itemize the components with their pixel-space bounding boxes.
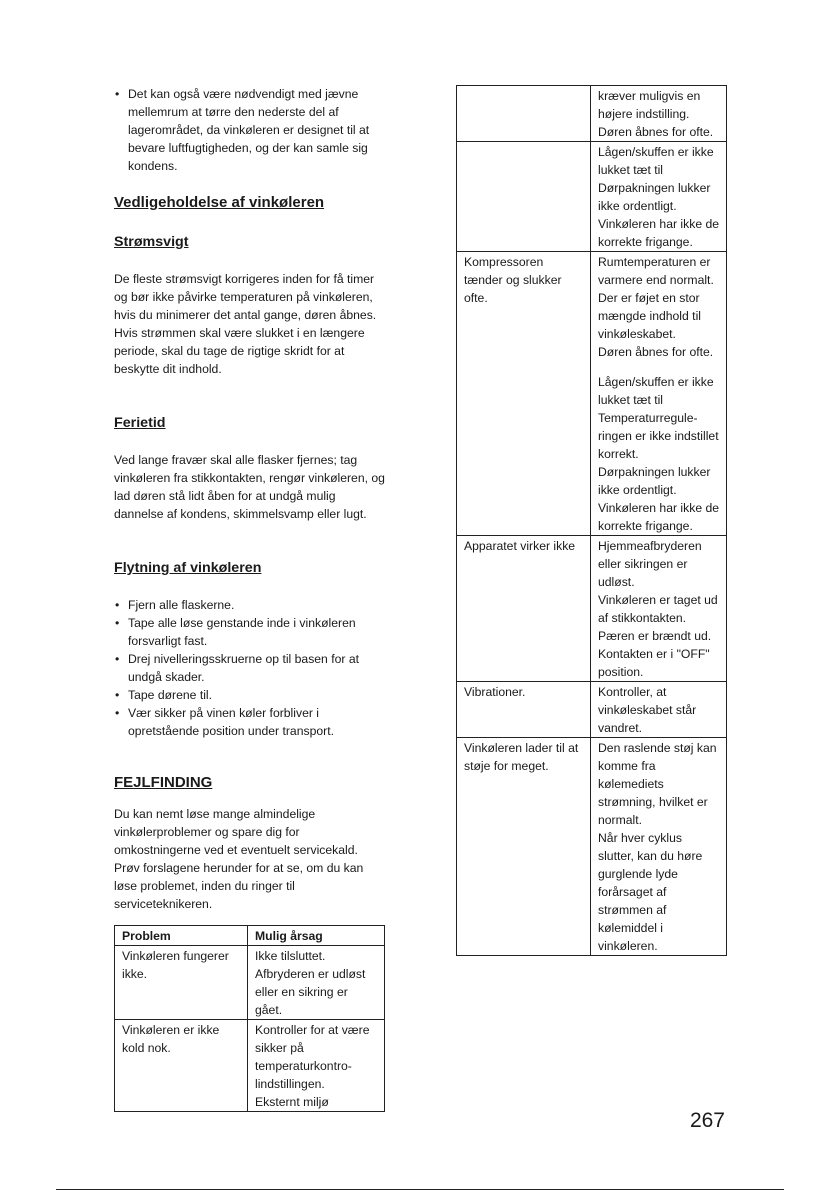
page-number: 267 <box>689 1109 725 1132</box>
cause-line: Lågen/skuffen er ikke lukket tæt til <box>598 145 714 177</box>
cause-cell <box>591 86 727 142</box>
list-item: • Tape dørene til. <box>114 686 386 704</box>
problem-cell <box>457 86 591 142</box>
cause-cell <box>248 1020 385 1112</box>
problem-cell <box>457 142 591 252</box>
cause-line: Kontakten er i "OFF" position. <box>598 647 710 679</box>
maintenance-title: Vedligeholdelse af vinkøleren <box>114 194 325 211</box>
troubleshooting-table-continued <box>456 85 727 956</box>
cause-line: Hjemmeafbryderen eller sikringen er udløst. <box>598 539 702 589</box>
cause-cell <box>591 682 727 738</box>
list-item: • Det kan også være nødvendigt med jævne mellemrum at tørre den nederste del af lagerområdet, da vinkøleren er designet til at bevare luftfugtigheden, og der kan samle sig kondens. <box>114 85 386 175</box>
footer-divider <box>56 1189 784 1190</box>
cause-line: Afbryderen er udløst eller en sikring er gået. <box>255 967 366 1017</box>
cause-line: Den raslende støj kan komme fra kølemediets strømning, hvilket er normalt. <box>598 741 717 827</box>
cause-line: Vinkøleren er taget ud af stikkontakten. <box>598 593 718 625</box>
cause-line: Vinkøleren har ikke de korrekte frigange. <box>598 501 720 533</box>
cause-line: kræver muligvis en højere indstilling. <box>598 89 701 121</box>
troubleshooting-title: FEJLFINDING <box>114 774 213 791</box>
table-row <box>457 738 727 956</box>
problem-cell: Vibrationer. <box>457 682 591 738</box>
cause-line: Når hver cyklus slutter, kan du høre gurglende lyde forårsaget af strømmen af kølemiddel i vinkøleren. <box>598 831 703 953</box>
table-row <box>457 536 727 682</box>
cause-cell <box>591 252 727 536</box>
moving-bullet-list <box>114 596 386 740</box>
table-row <box>115 946 385 1020</box>
cause-line: Kontroller, at vinkøleskabet står vandret. <box>598 685 697 735</box>
header-problem: Problem <box>115 926 248 946</box>
cause-line: Dørpakningen lukker ikke ordentligt. <box>598 181 711 213</box>
table-row <box>457 682 727 738</box>
list-item: • Drej nivelleringsskruerne op til basen for at undgå skader. <box>114 650 386 686</box>
cause-cell <box>591 142 727 252</box>
list-item: • Vær sikker på vinen køler forbliver i opretstående position under transport. <box>114 704 386 740</box>
list-item: • Fjern alle flaskerne. <box>114 596 386 614</box>
cause-line: Døren åbnes for ofte. <box>598 125 714 139</box>
power-outage-title: Strømsvigt <box>114 234 189 250</box>
power-outage-text: De fleste strømsvigt korrigeres inden for få timer og bør ikke påvirke temperaturen på vinkøleren, hvis du minimerer det antal gange, døren åbnes. Hvis strømmen skal være slukket i en længere periode, skal du tage de rigtige skridt for at beskytte dit indhold. <box>114 272 377 376</box>
cause-line: Lågen/skuffen er ikke lukket tæt til <box>598 375 714 407</box>
problem-cell: Apparatet virker ikke <box>457 536 591 682</box>
intro-bullet-list <box>114 85 386 175</box>
cause-line: Dørpakningen lukker ikke ordentligt. <box>598 465 711 497</box>
cause-line: Kontroller for at være sikker på temperaturkontro-lindstillingen. <box>255 1023 370 1091</box>
cause-line: Pæren er brændt ud. <box>598 629 712 643</box>
cause-line: Der er føjet en stor mængde indhold til vinkøleskabet. <box>598 291 701 341</box>
table-row <box>457 142 727 252</box>
problem-cell: Vinkøleren fungerer ikke. <box>115 946 248 1020</box>
troubleshooting-intro: Du kan nemt løse mange almindelige vinkølerproblemer og spare dig for omkostningerne ved et eventuelt servicekald. Prøv forslagene herunder for at se, om du kan løse problemet, inden du ringer til serviceteknikeren. <box>114 807 364 911</box>
vacation-text: Ved lange fravær skal alle flasker fjernes; tag vinkøleren fra stikkontakten, rengør vinkøleren, og lad døren stå lidt åben for at undgå mulig dannelse af kondens, skimmelsvamp eller lugt. <box>114 453 385 521</box>
problem-cell: Vinkøleren er ikke kold nok. <box>115 1020 248 1112</box>
table-row <box>457 252 727 536</box>
moving-title: Flytning af vinkøleren <box>114 560 262 576</box>
cause-line: Temperaturregule-ringen er ikke indstillet korrekt. <box>598 411 719 461</box>
problem-cell: Kompressoren tænder og slukker ofte. <box>457 252 591 536</box>
cause-line: Ikke tilsluttet. <box>255 949 326 963</box>
cause-cell <box>248 946 385 1020</box>
cause-line: Eksternt miljø <box>255 1095 329 1109</box>
table-row <box>115 1020 385 1112</box>
list-item: • Tape alle løse genstande inde i vinkøleren forsvarligt fast. <box>114 614 386 650</box>
cause-cell <box>591 738 727 956</box>
cause-line: Vinkøleren har ikke de korrekte frigange. <box>598 217 720 249</box>
vacation-title: Ferietid <box>114 415 166 431</box>
cause-line: Døren åbnes for ofte. <box>598 345 714 359</box>
cause-cell <box>591 536 727 682</box>
table-header-row <box>115 926 385 946</box>
problem-cell: Vinkøleren lader til at støje for meget. <box>457 738 591 956</box>
table-row <box>457 86 727 142</box>
left-column <box>114 85 386 1112</box>
cause-line: Rumtemperaturen er varmere end normalt. <box>598 255 714 287</box>
header-cause: Mulig årsag <box>248 926 385 946</box>
troubleshooting-table <box>114 925 385 1112</box>
